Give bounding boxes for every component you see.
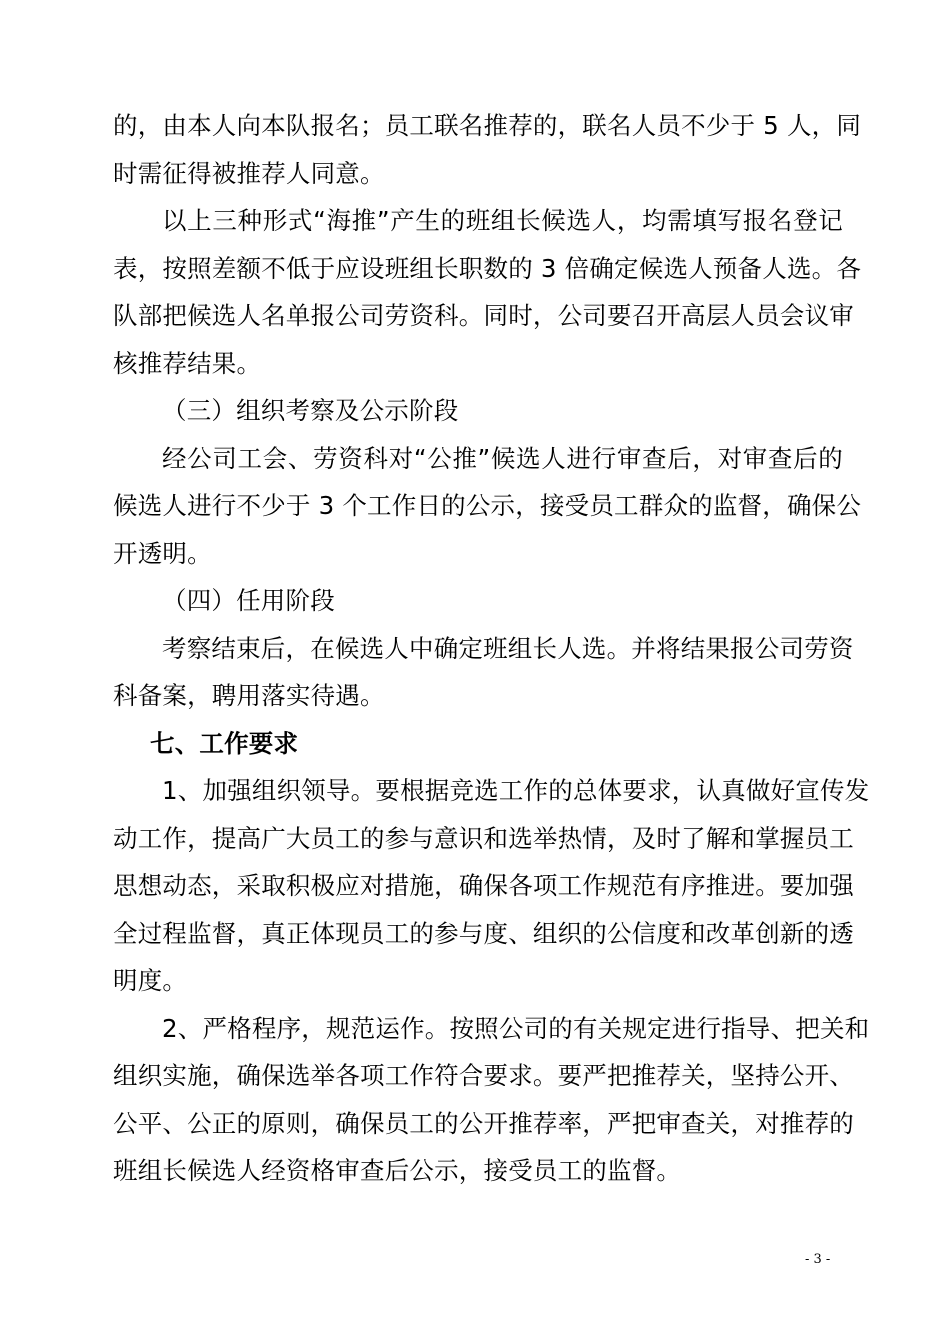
paragraph-line: 科备案，聘用落实待遇。 <box>113 681 385 710</box>
paragraph-line: 全过程监督，真正体现员工的参与度、组织的公信度和改革创新的透 <box>113 918 854 948</box>
paragraph-line: 2、严格程序，规范运作。按照公司的有关规定进行指导、把关和 <box>162 1013 870 1043</box>
paragraph-line: 公平、公正的原则，确保员工的公开推荐率，严把审查关，对推荐的 <box>113 1108 854 1138</box>
paragraph-line: 经公司工会、劳资科对“公推”候选人进行审查后，对审查后的 <box>162 443 843 473</box>
paragraph-line: 组织实施，确保选举各项工作符合要求。要严把推荐关，坚持公开、 <box>113 1061 854 1090</box>
paragraph-line: 开透明。 <box>113 538 212 568</box>
paragraph-line: 明度。 <box>113 966 188 995</box>
paragraph-line: 动工作，提高广大员工的参与意识和选举热情，及时了解和掌握员工 <box>113 823 854 853</box>
paragraph-line: 候选人进行不少于 3 个工作日的公示，接受员工群众的监督，确保公 <box>113 491 862 520</box>
subsection-heading: （四）任用阶段 <box>162 586 335 615</box>
paragraph-line: 考察结束后，在候选人中确定班组长人选。并将结果报公司劳资 <box>162 633 854 663</box>
subsection-heading: （三）组织考察及公示阶段 <box>162 396 459 425</box>
paragraph-line: 以上三种形式“海推”产生的班组长候选人，均需填写报名登记 <box>162 206 843 235</box>
paragraph-line: 核推荐结果。 <box>113 348 262 378</box>
paragraph-line: 的，由本人向本队报名；员工联名推荐的，联名人员不少于 5 人，同 <box>113 111 862 140</box>
page-number: - 3 - <box>805 1252 831 1267</box>
paragraph-line: 表，按照差额不低于应设班组长职数的 3 倍确定候选人预备人选。各 <box>113 253 862 283</box>
paragraph-line: 时需征得被推荐人同意。 <box>113 158 385 188</box>
document-body <box>113 102 870 1195</box>
paragraph-line: 1、加强组织领导。要根据竞选工作的总体要求，认真做好宣传发 <box>162 776 870 805</box>
section-heading: 七、工作要求 <box>150 728 299 758</box>
paragraph-line: 队部把候选人名单报公司劳资科。同时，公司要召开高层人员会议审 <box>113 301 854 330</box>
paragraph-line: 班组长候选人经资格审查后公示，接受员工的监督。 <box>113 1156 682 1185</box>
paragraph-line: 思想动态，采取积极应对措施，确保各项工作规范有序推进。要加强 <box>113 871 854 900</box>
